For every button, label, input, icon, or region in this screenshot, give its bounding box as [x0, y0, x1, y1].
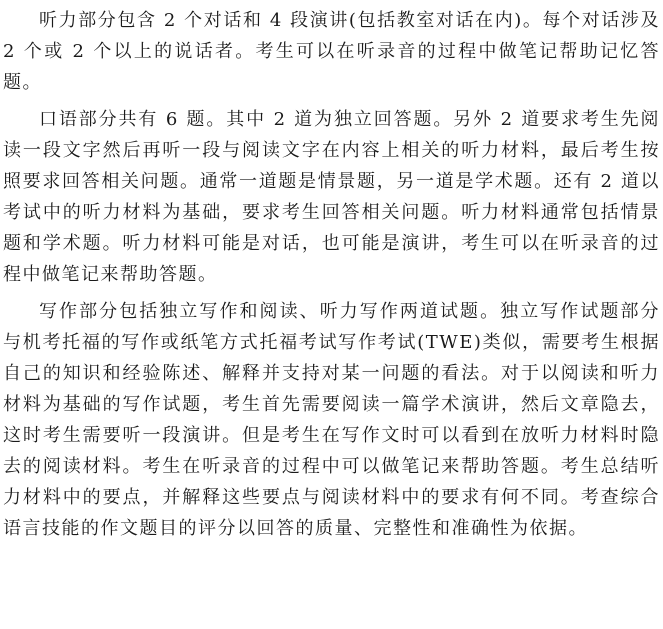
paragraph-speaking: 口语部分共有 6 题。其中 2 道为独立回答题。另外 2 道要求考生先阅读一段文字然后再听一段与阅读文字在内容上相关的听力材料，最后考生按照要求回答相关问题。通常一道题是情景题，另一道是学术题。还有 2 道以考试中的听力材料为基础，要求考生回答相关问题。听力材料通常包括情景题和学术题。听力材料可能是对话，也可能是演讲，考生可以在听录音的过程中做笔记来帮助答题。: [3, 109, 660, 285]
paragraph-writing: 写作部分包括独立写作和阅读、听力写作两道试题。独立写作试题部分与机考托福的写作或纸笔方式托福考试写作考试(TWE)类似，需要考生根据自己的知识和经验陈述、解释并支持对某一问题的看法。对于以阅读和听力材料为基础的写作试题，考生首先需要阅读一篇学术演讲，然后文章隐去，这时考生需要听一段演讲。但是考生在写作文时可以看到在放听力材料时隐去的阅读材料。考生在听录音的过程中可以做笔记来帮助答题。考生总结听力材料中的要点，并解释这些要点与阅读材料中的要求有何不同。考查综合语言技能的作文题目的评分以回答的质量、完整性和准确性为依据。: [3, 301, 660, 539]
document-body: [3, 0, 660, 544]
paragraph-listening: 听力部分包含 2 个对话和 4 段演讲(包括教室对话在内)。每个对话涉及 2 个或 2 个以上的说话者。考生可以在听录音的过程中做笔记帮助记忆答题。: [3, 10, 660, 93]
